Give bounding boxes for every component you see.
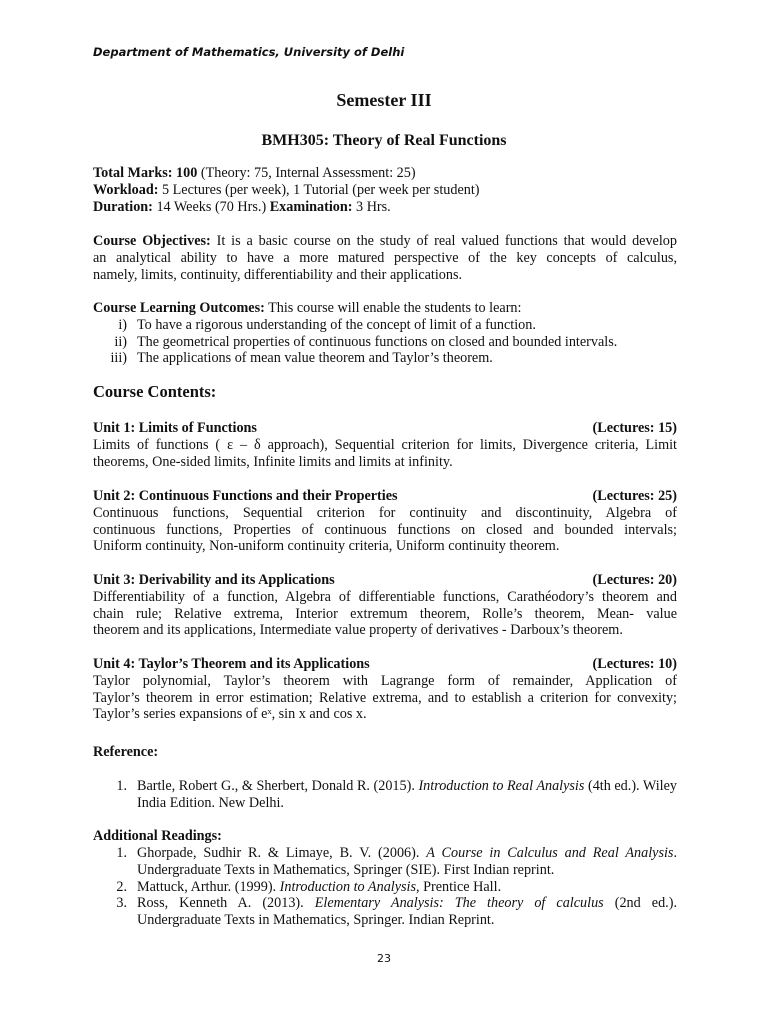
reading-authors: Mattuck, Arthur. (1999). (137, 878, 280, 895)
unit-2 (93, 488, 677, 555)
reference-book-title: Introduction to Real Analysis (418, 778, 585, 794)
reading-item (107, 845, 677, 879)
objectives-line-2: an analytical ability to have a more matured perspective of the key concepts of calculus, (93, 249, 677, 266)
unit-text-line: theorem and its applications, Intermediate value property of derivatives - Darboux’s theorem. (93, 622, 623, 639)
department-header: Department of Mathematics, University of Delhi (93, 45, 405, 59)
objectives-label: Course Objectives: (93, 233, 211, 249)
reading-number: 3. (116, 895, 127, 912)
reading-text (137, 845, 677, 879)
unit-lectures: (Lectures: 15) (592, 420, 677, 436)
unit-header (93, 420, 677, 437)
outcomes-intro-line (93, 300, 677, 317)
outcomes-list (93, 317, 677, 367)
outcome-number: ii) (114, 333, 127, 350)
outcome-number: i) (118, 316, 127, 333)
unit-1 (93, 420, 677, 470)
reference-authors: Bartle, Robert G., & Sherbert, Donald R. (2015). (137, 778, 419, 794)
total-marks-line (93, 165, 677, 182)
course-contents-heading: Course Contents: (93, 382, 217, 401)
workload-value: 5 Lectures (per week), 1 Tutorial (per week per student) (161, 181, 480, 198)
duration-label: Duration: (93, 198, 153, 215)
reference-number: 1. (116, 778, 127, 794)
outcomes-intro: This course will enable the students to learn: (268, 300, 522, 316)
learning-outcomes (93, 300, 677, 367)
unit-title: Unit 2: Continuous Functions and their Properties (93, 488, 398, 504)
workload-label: Workload: (93, 181, 159, 198)
reference-list (107, 778, 677, 812)
unit-text-line: Limits of functions ( ε – δ approach), Sequential criterion for limits, Divergence criteria, Limit (93, 436, 677, 453)
semester-heading: Semester III (336, 90, 432, 110)
course-objectives (93, 233, 677, 283)
outcome-item (93, 317, 677, 334)
unit-text-line: Taylor’s series expansions of eˣ, sin x and cos x. (93, 706, 367, 723)
unit-3 (93, 572, 677, 639)
total-marks-label: Total Marks: (93, 165, 173, 181)
exam-value: 3 Hrs. (356, 198, 391, 215)
course-meta (93, 165, 677, 215)
exam-label: Examination: (269, 198, 353, 215)
outcomes-label: Course Learning Outcomes: (93, 300, 265, 316)
reading-item (107, 879, 677, 896)
reading-authors: Ross, Kenneth A. (2013). (137, 895, 315, 912)
unit-lectures: (Lectures: 10) (592, 656, 677, 672)
page-number: 23 (377, 952, 391, 965)
additional-readings-section (93, 828, 677, 845)
objectives-line-3: namely, limits, continuity, differentiability and their applications. (93, 266, 463, 283)
reading-publisher: , Prentice Hall. (416, 878, 502, 895)
unit-text-line: Differentiability of a function, Algebra of differentiable functions, Carathéodory’s theorem and (93, 588, 677, 605)
outcome-item (93, 334, 677, 351)
course-title: BMH305: Theory of Real Functions (261, 132, 507, 149)
reference-publisher: (4th ed.). Wiley India Edition. New Delhi. (137, 778, 677, 811)
reading-book-title: Introduction to Analysis (279, 878, 417, 895)
outcome-item (93, 350, 677, 367)
reading-authors: Ghorpade, Sudhir R. & Limaye, B. V. (2006). (137, 845, 427, 861)
unit-lectures: (Lectures: 20) (592, 572, 677, 588)
reading-number: 2. (116, 878, 127, 895)
reading-number: 1. (116, 845, 127, 861)
unit-header (93, 488, 677, 505)
unit-text-line: Uniform continuity, Non-uniform continuity criteria, Uniform continuity theorem. (93, 538, 560, 555)
additional-readings-heading: Additional Readings: (93, 828, 222, 844)
unit-title: Unit 3: Derivability and its Applications (93, 572, 335, 588)
reference-item (107, 778, 677, 812)
unit-header (93, 656, 677, 673)
reading-text (137, 879, 677, 896)
unit-header (93, 572, 677, 589)
reading-publisher: . Undergraduate Texts in Mathematics, Springer (SIE). First Indian reprint. (137, 845, 677, 878)
reference-section (93, 744, 677, 761)
reading-book-title: A Course in Calculus and Real Analysis (426, 845, 674, 861)
additional-readings-list (107, 845, 677, 929)
unit-text-line: chain rule; Relative extrema, Interior extremum theorem, Rolle’s theorem, Mean- value (93, 605, 677, 622)
reading-item (107, 895, 677, 929)
outcome-text: The applications of mean value theorem and Taylor’s theorem. (137, 350, 493, 367)
unit-text-line: continuous functions, Properties of continuous functions on closed and bounded intervals; (93, 521, 677, 538)
unit-text-line: Taylor polynomial, Taylor’s theorem with Lagrange form of remainder, Application of (93, 672, 677, 689)
unit-title: Unit 1: Limits of Functions (93, 420, 257, 436)
reference-heading: Reference: (93, 744, 159, 760)
reading-text (137, 895, 677, 929)
outcome-text: The geometrical properties of continuous functions on closed and bounded intervals. (137, 333, 618, 350)
unit-4 (93, 656, 677, 723)
objectives-line-1 (93, 233, 677, 250)
duration-line (93, 199, 677, 216)
reference-text (137, 778, 677, 812)
unit-text-line: theorems, One-sided limits, Infinite limits and limits at infinity. (93, 453, 453, 470)
reading-publisher: (2nd ed.). Undergraduate Texts in Mathematics, Springer. Indian Reprint. (137, 895, 677, 929)
unit-text-line: Continuous functions, Sequential criterion for continuity and discontinuity, Algebra of (93, 504, 677, 521)
total-marks-value: 100 (176, 165, 198, 181)
duration-value: 14 Weeks (70 Hrs.) (156, 198, 267, 215)
total-marks-detail: (Theory: 75, Internal Assessment: 25) (200, 165, 416, 181)
outcome-text: To have a rigorous understanding of the concept of limit of a function. (137, 316, 536, 333)
outcome-number: iii) (110, 350, 127, 367)
workload-line (93, 182, 677, 199)
unit-title: Unit 4: Taylor’s Theorem and its Applications (93, 656, 370, 672)
unit-lectures: (Lectures: 25) (592, 488, 677, 504)
objectives-text-1: It is a basic course on the study of real valued functions that would develop (216, 233, 677, 249)
unit-text-line: Taylor’s theorem in error estimation; Relative extrema, and to establish a criterion for convexity; (93, 689, 677, 706)
reading-book-title: Elementary Analysis: The theory of calculus (314, 895, 604, 912)
